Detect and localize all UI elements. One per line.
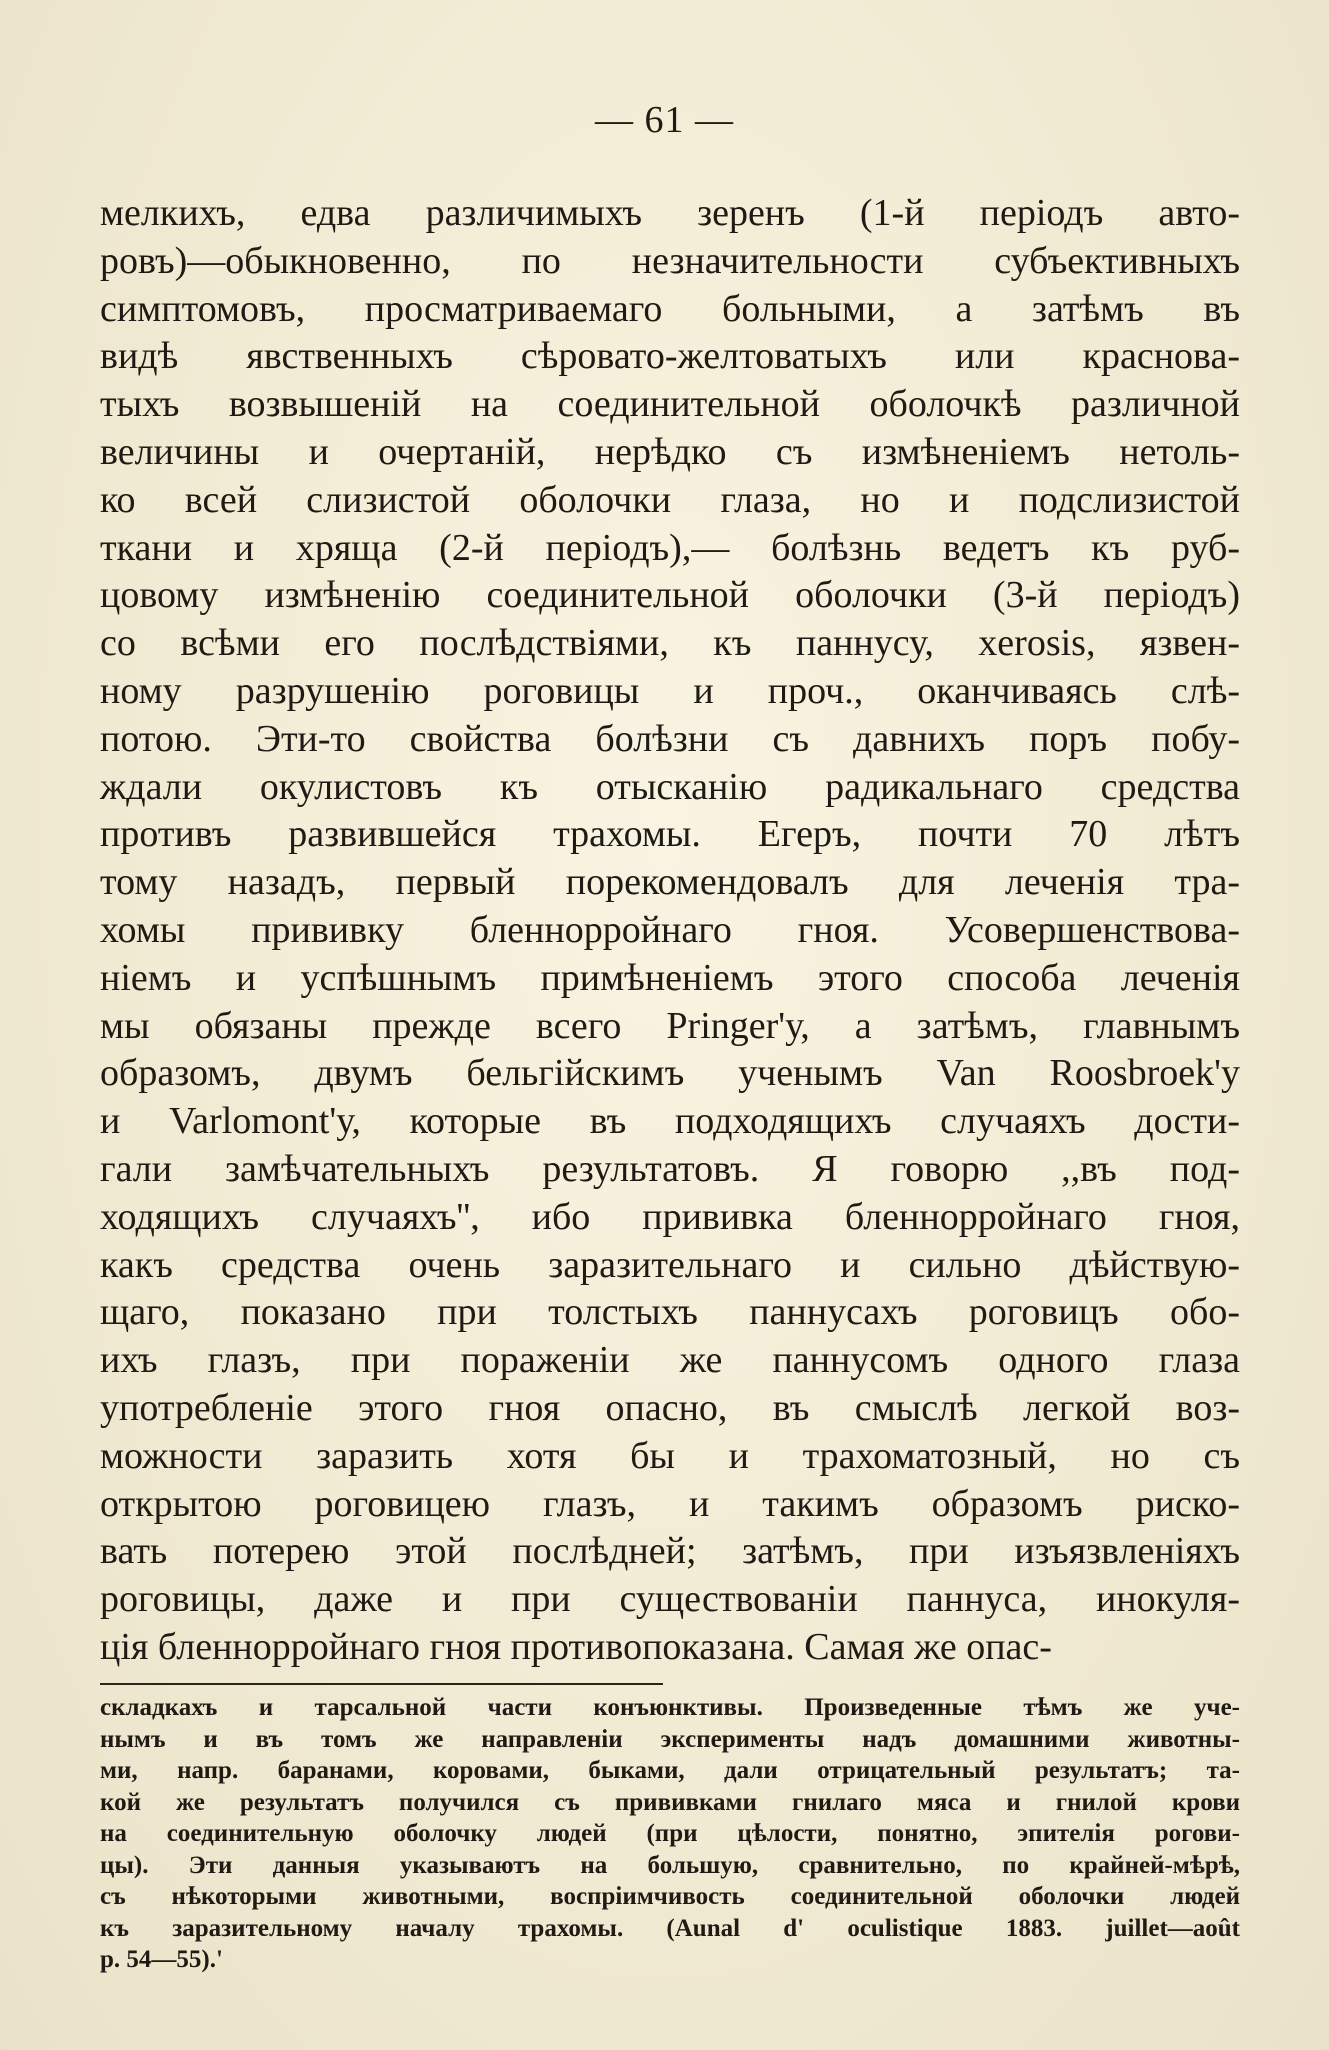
text-line: можности заразить хотя бы и трахоматозный, но съ (100, 1434, 1240, 1477)
text-line: со всѣми его послѣдствіями, къ паннусу, xerosis, язвен- (100, 622, 1240, 665)
text-line: хомы прививку бленнорройнаго гноя. Усовершенствова- (100, 908, 1240, 951)
page-number: — 61 — (595, 99, 734, 141)
footnote-line: къ заразительному началу трахомы. (Aunal d' oculistique 1883. juillet—août (100, 1914, 1240, 1942)
footnote-line: на соединительную оболочку людей (при цѣлости, понятно, эпителія рогови- (100, 1820, 1240, 1847)
text-line: потою. Эти-то свойства болѣзни съ давнихъ поръ побу- (100, 717, 1240, 760)
text-line: тыхъ возвышеній на соединительной оболочкѣ различной (100, 383, 1240, 426)
text-line: открытою роговицею глазъ, и такимъ образомъ риско- (100, 1482, 1240, 1525)
text-line: видѣ явственныхъ сѣровато-желтоватыхъ или краснова- (100, 335, 1240, 378)
text-line: щаго, показано при толстыхъ паннусахъ роговицъ обо- (100, 1291, 1240, 1334)
text-line: величины и очертаній, нерѣдко съ измѣненіемъ нетоль- (100, 430, 1240, 473)
text-line: употребленіе этого гноя опасно, въ смыслѣ легкой воз- (100, 1386, 1240, 1429)
main-text (100, 190, 1240, 1672)
footnote-line: кой же результатъ получился съ прививками гнилаго мяса и гнилой крови (100, 1788, 1240, 1816)
text-line: цовому измѣненію соединительной оболочки (3-й періодъ) (100, 574, 1240, 617)
text-line: роговицы, даже и при существованіи паннуса, инокуля- (100, 1578, 1240, 1621)
footnote-line: p. 54—55).' (100, 1946, 223, 1973)
text-line: ному разрушенію роговицы и проч., оканчиваясь слѣ- (100, 669, 1240, 712)
text-line: гали замѣчательныхъ результатовъ. Я говорю ,,въ под- (100, 1147, 1240, 1190)
text-line: ко всей слизистой оболочки глаза, но и подслизистой (100, 478, 1240, 521)
footnote-line: нымъ и въ томъ же направленіи эксперименты надъ домашними животны- (100, 1725, 1240, 1753)
text-line: вать потерею этой послѣдней; затѣмъ, при изъязвленіяхъ (100, 1530, 1240, 1573)
footnote-line: цы). Эти данныя указываютъ на большую, сравнительно, по крайней-мѣрѣ, (100, 1851, 1240, 1879)
text-line: ровъ)—обыкновенно, по незначительности субъективныхъ (100, 239, 1240, 282)
text-line: мелкихъ, едва различимыхъ зеренъ (1-й періодъ авто- (100, 192, 1240, 234)
text-line: ніемъ и успѣшнымъ примѣненіемъ этого способа леченія (100, 956, 1240, 999)
text-line: противъ развившейся трахомы. Егеръ, почти 70 лѣтъ (100, 813, 1240, 856)
text-line: какъ средства очень заразительнаго и сильно дѣйствую- (100, 1243, 1240, 1286)
text-line: ція бленнорройнаго гноя противопоказана. Самая же опас- (100, 1625, 1052, 1668)
text-line: тому назадъ, первый порекомендовалъ для леченія тра- (100, 861, 1240, 904)
footnote (100, 1692, 1240, 1976)
text-line: образомъ, двумъ бельгійскимъ ученымъ Van Roosbroek'у (100, 1052, 1240, 1095)
text-line: и Varlomont'у, которые въ подходящихъ случаяхъ дости- (100, 1100, 1240, 1143)
footnote-divider (100, 1683, 663, 1685)
footnote-line: складкахъ и тарсальной части конъюнктивы. Произведенные тѣмъ же уче- (100, 1694, 1240, 1721)
text-line: ходящихъ случаяхъ'', ибо прививка бленнорройнаго гноя, (100, 1195, 1240, 1238)
text-line: ихъ глазъ, при пораженіи же паннусомъ одного глаза (100, 1339, 1240, 1382)
text-line: ждали окулистовъ къ отысканію радикальнаго средства (100, 765, 1240, 808)
text-line: ткани и хряща (2-й періодъ),— болѣзнь ведетъ къ руб- (100, 526, 1240, 569)
footnote-line: съ нѣкоторыми животными, воспріимчивость соединительной оболочки людей (100, 1883, 1240, 1910)
footnote-line: ми, напр. баранами, коровами, быками, дали отрицательный результатъ; та- (100, 1757, 1240, 1784)
text-line: симптомовъ, просматриваемаго больными, а затѣмъ въ (100, 287, 1240, 330)
text-line: мы обязаны прежде всего Pringer'у, а затѣмъ, главнымъ (100, 1004, 1240, 1047)
